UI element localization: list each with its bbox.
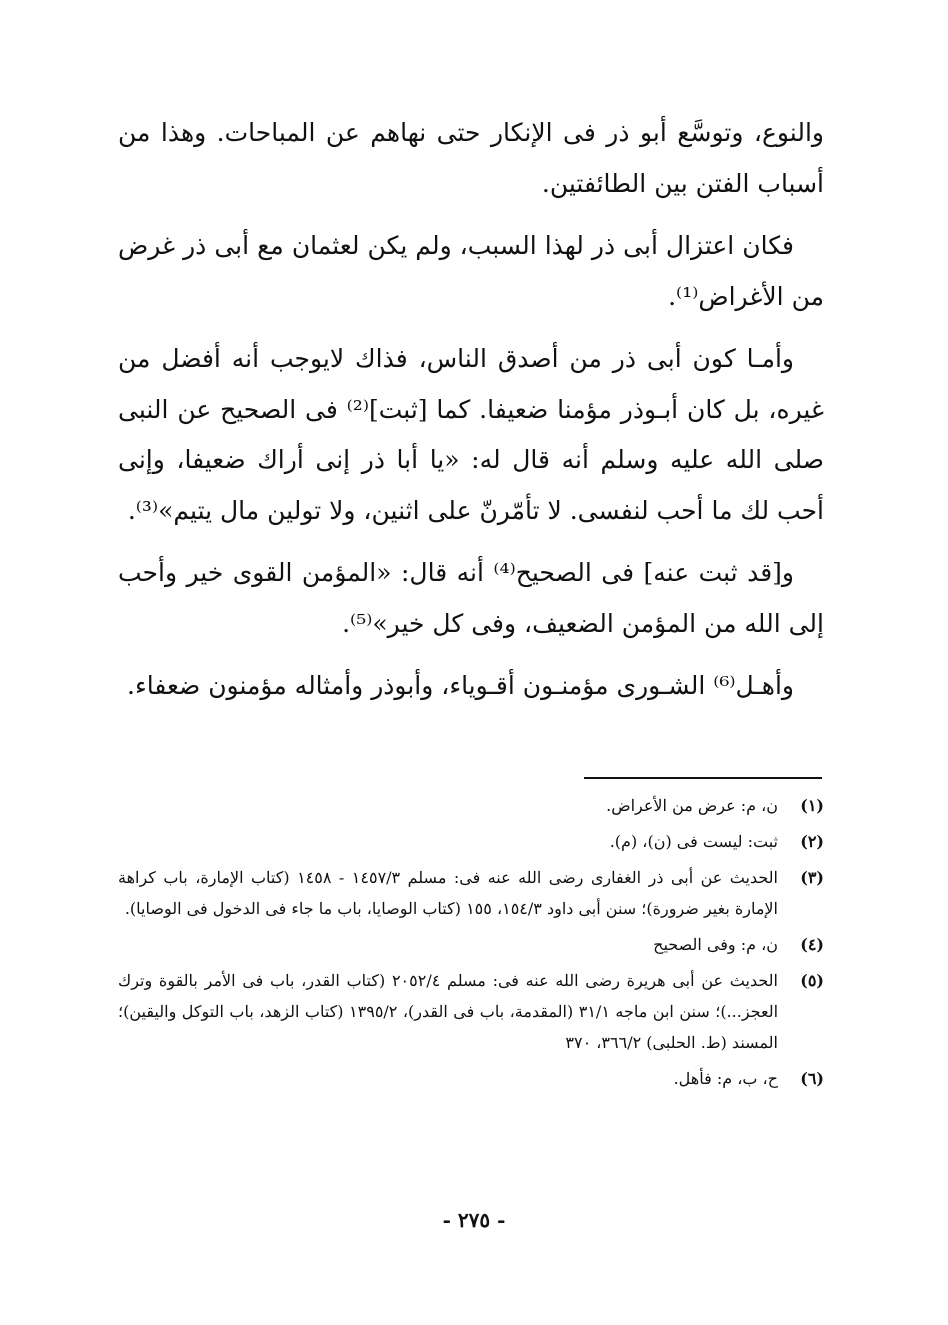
footnote-number: (٥) [800, 971, 824, 990]
footnote-number: (٢) [800, 832, 824, 851]
footnote-number: (٦) [800, 1069, 824, 1088]
footnote-divider [584, 777, 822, 779]
footnote [118, 965, 824, 1058]
footnote-text: الحديث عن أبى ذر الغفارى رضى الله عنه فى: مسلم ١٤٥٧/٣ - ١٤٥٨ (كتاب الإمارة، باب كراهة الإمارة بغير ضرورة)؛ سنن أبى داود ١٥٤/٣، ١٥٥ (كتاب الوصايا، باب ما جاء فى الدخول فى الوصايا). [118, 868, 779, 918]
paragraph: و[قد ثبت عنه] فى الصحيح⁽⁴⁾ أنه قال: «المؤمن القوى خير وأحب إلى الله من المؤمن الضعيف، وفى كل خير»⁽⁵⁾. [118, 558, 824, 638]
paragraph: وأهـل⁽⁶⁾ الشـورى مؤمنـون أقـوياء، وأبوذر وأمثاله مؤمنون ضعفاء. [127, 671, 794, 700]
footnote-text: ثبت: ليست فى (ن)، (م). [609, 832, 778, 851]
main-text [118, 108, 824, 712]
footnote [118, 929, 824, 960]
footnotes [118, 790, 824, 1094]
footnote-text: الحديث عن أبى هريرة رضى الله عنه فى: مسلم ٢٠٥٢/٤ (كتاب القدر، باب فى الأمر بالقوة وترك العجز...)؛ سنن ابن ماجه ٣١/١ (المقدمة، باب فى القدر)، ١٣٩٥/٢ (كتاب الزهد، باب التوكل واليقين)؛ المسند (ط. الحلبى) ٣٦٦/٢، ٣٧٠ [118, 971, 779, 1052]
footnote [118, 826, 824, 857]
paragraph: وأمـا كون أبى ذر من أصدق الناس، فذاك لايوجب أنه أفضل من غيره، بل كان أبـوذر مؤمنا ضعيفا. كما [ثبت]⁽²⁾ فى الصحيح عن النبى صلى الله عليه وسلم أنه قال له: «يا أبا ذر إنى أراك ضعيفا، وإنى أحب لك ما أحب لنفسى. لا تأمّرنّ على اثنين، ولا تولين مال يتيم»⁽³⁾. [118, 344, 824, 525]
footnote-text: ن، م: عرض من الأعراض. [606, 796, 778, 815]
footnote [118, 790, 824, 821]
footnote-text: ن، م: وفى الصحيح [653, 935, 778, 954]
paragraph: فكان اعتزال أبى ذر لهذا السبب، ولم يكن لعثمان مع أبى ذر غرض من الأغراض⁽¹⁾. [118, 231, 824, 311]
footnote-text: ح، ب، م: فأهل. [673, 1069, 778, 1088]
paragraph: والنوع، وتوسَّع أبو ذر فى الإنكار حتى نهاهم عن المباحات. وهذا من أسباب الفتن بين الطائفتين. [118, 118, 824, 198]
footnote-number: (١) [800, 796, 824, 815]
footnote [118, 1063, 824, 1094]
page-number: - ٢٧٥ - [442, 1208, 506, 1232]
footnote [118, 862, 824, 924]
footnote-number: (٤) [800, 935, 824, 954]
footnote-number: (٣) [800, 868, 824, 887]
